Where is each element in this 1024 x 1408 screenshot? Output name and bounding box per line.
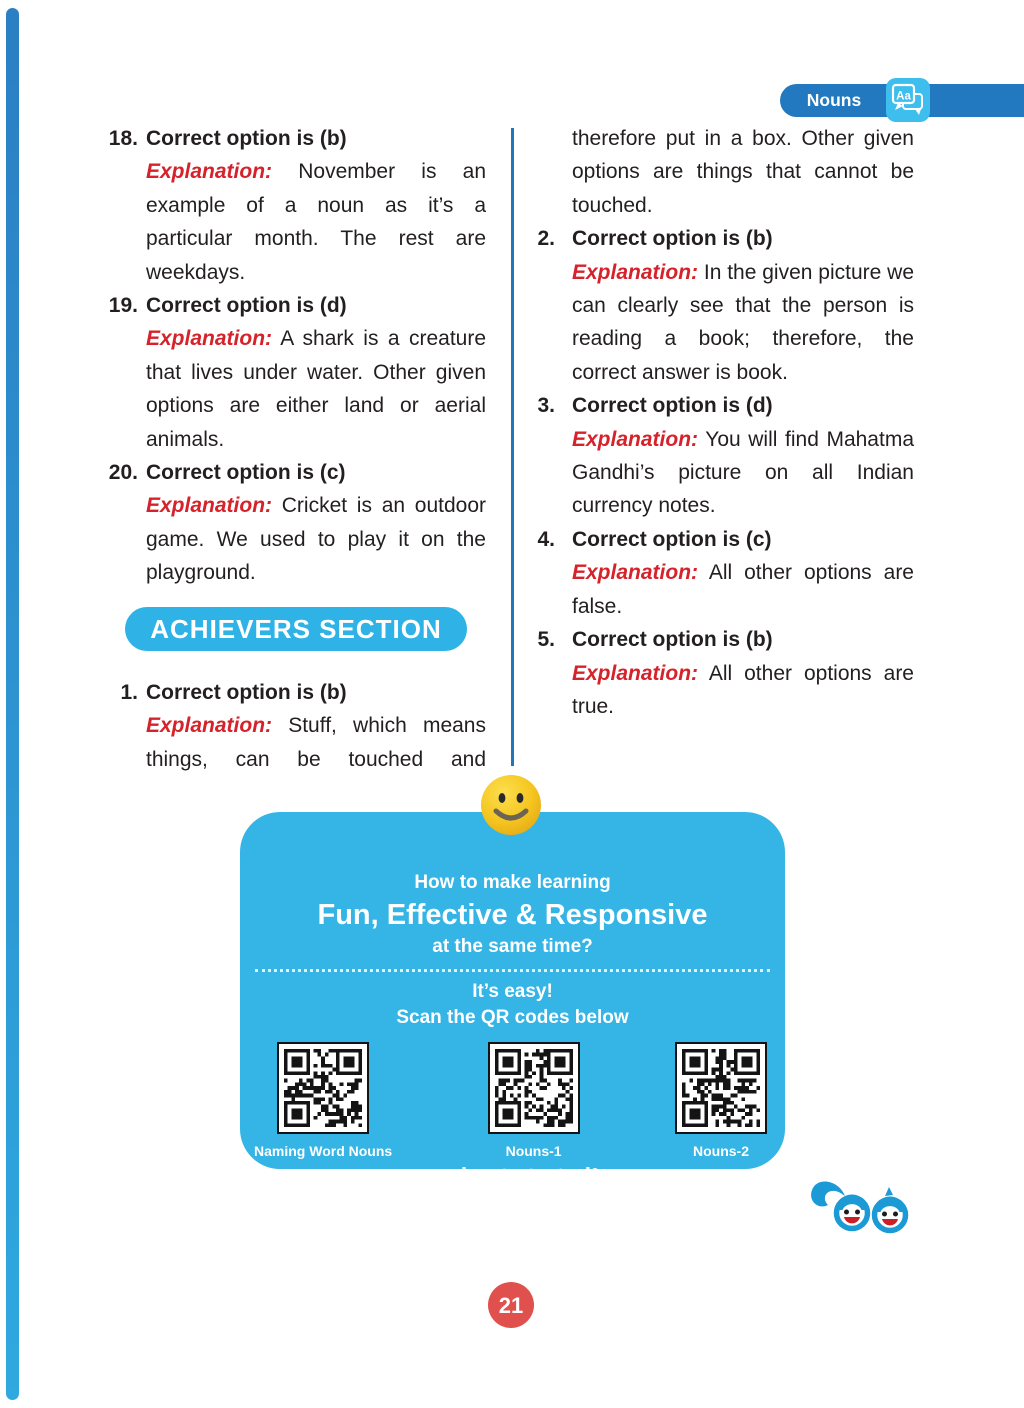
page-number-badge: 21 xyxy=(488,1282,534,1328)
answer-explanation xyxy=(572,256,914,390)
speech-bubbles-Aa-icon xyxy=(886,78,930,122)
answer-head: Correct option is (d) xyxy=(572,394,773,418)
qr-code xyxy=(277,1042,369,1134)
promo-line-4: It’s easy! xyxy=(472,981,553,1002)
explanation-text: Cricket is an outdoor game. We used to play it on the playground. xyxy=(146,494,486,585)
explanation-text: In the given picture we can clearly see that the person is reading a book; therefore, the correct answer is book. xyxy=(572,260,914,384)
achievers-section-banner: ACHIEVERS SECTION xyxy=(125,607,467,651)
answer-item-2 xyxy=(535,222,935,389)
answer-head: Correct option is (b) xyxy=(572,227,773,251)
answer-number: 3. xyxy=(537,394,555,418)
answer-explanation xyxy=(146,489,486,589)
smiley-face-icon xyxy=(479,773,543,837)
answers-column-left xyxy=(92,122,502,776)
qr-label: Nouns-2 xyxy=(693,1143,749,1159)
explanation-text: You will find Mahatma Gandhi’s picture on all Indian currency notes. xyxy=(572,427,914,518)
answer-explanation xyxy=(572,556,914,623)
answer-item-5 xyxy=(535,623,935,723)
answer-number: 19. xyxy=(108,294,138,318)
answer-head: Correct option is (b) xyxy=(146,680,347,704)
promo-box xyxy=(240,812,785,1189)
explanation-label: Explanation: xyxy=(572,260,699,284)
answer-item-18 xyxy=(92,122,502,289)
svg-text:Aa: Aa xyxy=(896,90,911,103)
answer-explanation xyxy=(146,155,486,289)
explanation-text: All other options are false. xyxy=(572,561,914,618)
answer-item-4 xyxy=(535,523,935,623)
explanation-text: November is an example of a noun as it’s a particular month. The rest are weekdays. xyxy=(146,160,486,284)
answer-head: Correct option is (b) xyxy=(572,628,773,652)
explanation-label: Explanation: xyxy=(572,661,699,685)
qr-code xyxy=(675,1042,767,1134)
explanation-text: A shark is a creature that lives under water. Other given options are either land or aerial animals. xyxy=(146,327,487,451)
chapter-badge xyxy=(780,84,1024,117)
column-divider xyxy=(511,128,514,766)
answer-explanation xyxy=(572,423,914,523)
answer-number: 18. xyxy=(108,127,138,150)
explanation-text: Stuff, which means things, can be touched and xyxy=(146,714,486,771)
promo-line-5: Scan the QR codes below xyxy=(396,1007,629,1028)
explanation-label: Explanation: xyxy=(146,327,273,351)
promo-line-2: Fun, Effective & Responsive xyxy=(317,899,708,931)
qr-code xyxy=(488,1042,580,1134)
kids-mascot-icon xyxy=(805,1168,940,1246)
answer-item-3 xyxy=(535,389,935,523)
answer-number: 1. xyxy=(120,680,138,704)
qr-label: Naming Word Nouns xyxy=(254,1143,393,1159)
continuation-paragraph: therefore put in a box. Other given options are things that cannot be touched. xyxy=(572,127,914,217)
promo-line-3: at the same time? xyxy=(432,936,593,957)
qr-item-nouns-1 xyxy=(488,1042,580,1159)
left-spine-bar xyxy=(6,8,19,1400)
qr-code-row xyxy=(240,1042,785,1159)
answer-head: Correct option is (b) xyxy=(146,127,347,150)
answer-head: Correct option is (c) xyxy=(146,461,346,485)
dotted-divider xyxy=(255,969,770,972)
answer-explanation xyxy=(146,709,486,776)
answer-head: Correct option is (c) xyxy=(572,527,772,551)
qr-item-nouns-2 xyxy=(675,1042,767,1159)
answer-number: 2. xyxy=(537,227,555,251)
chapter-badge-label: Nouns xyxy=(806,90,862,110)
answer-explanation xyxy=(146,322,486,456)
promo-line-1: How to make learning xyxy=(414,872,611,893)
explanation-label: Explanation: xyxy=(146,160,273,184)
explanation-label: Explanation: xyxy=(146,494,273,518)
explanation-label: Explanation: xyxy=(146,714,273,738)
answers-column-right xyxy=(535,122,935,723)
qr-label: Nouns-1 xyxy=(505,1143,562,1159)
answer-number: 20. xyxy=(108,461,138,485)
explanation-text: All other options are true. xyxy=(572,661,914,718)
answer-item-1 xyxy=(92,676,502,776)
answer-head: Correct option is (d) xyxy=(146,294,347,318)
answer-explanation xyxy=(572,657,914,724)
answer-number: 4. xyxy=(537,527,555,551)
explanation-label: Explanation: xyxy=(572,427,699,451)
explanation-label: Explanation: xyxy=(572,561,699,585)
answer-item-19 xyxy=(92,289,502,456)
answer-item-20 xyxy=(92,456,502,590)
answer-number: 5. xyxy=(537,628,555,652)
qr-item-naming-word-nouns xyxy=(254,1042,392,1159)
promo-line-6: and get started! xyxy=(426,1163,599,1189)
